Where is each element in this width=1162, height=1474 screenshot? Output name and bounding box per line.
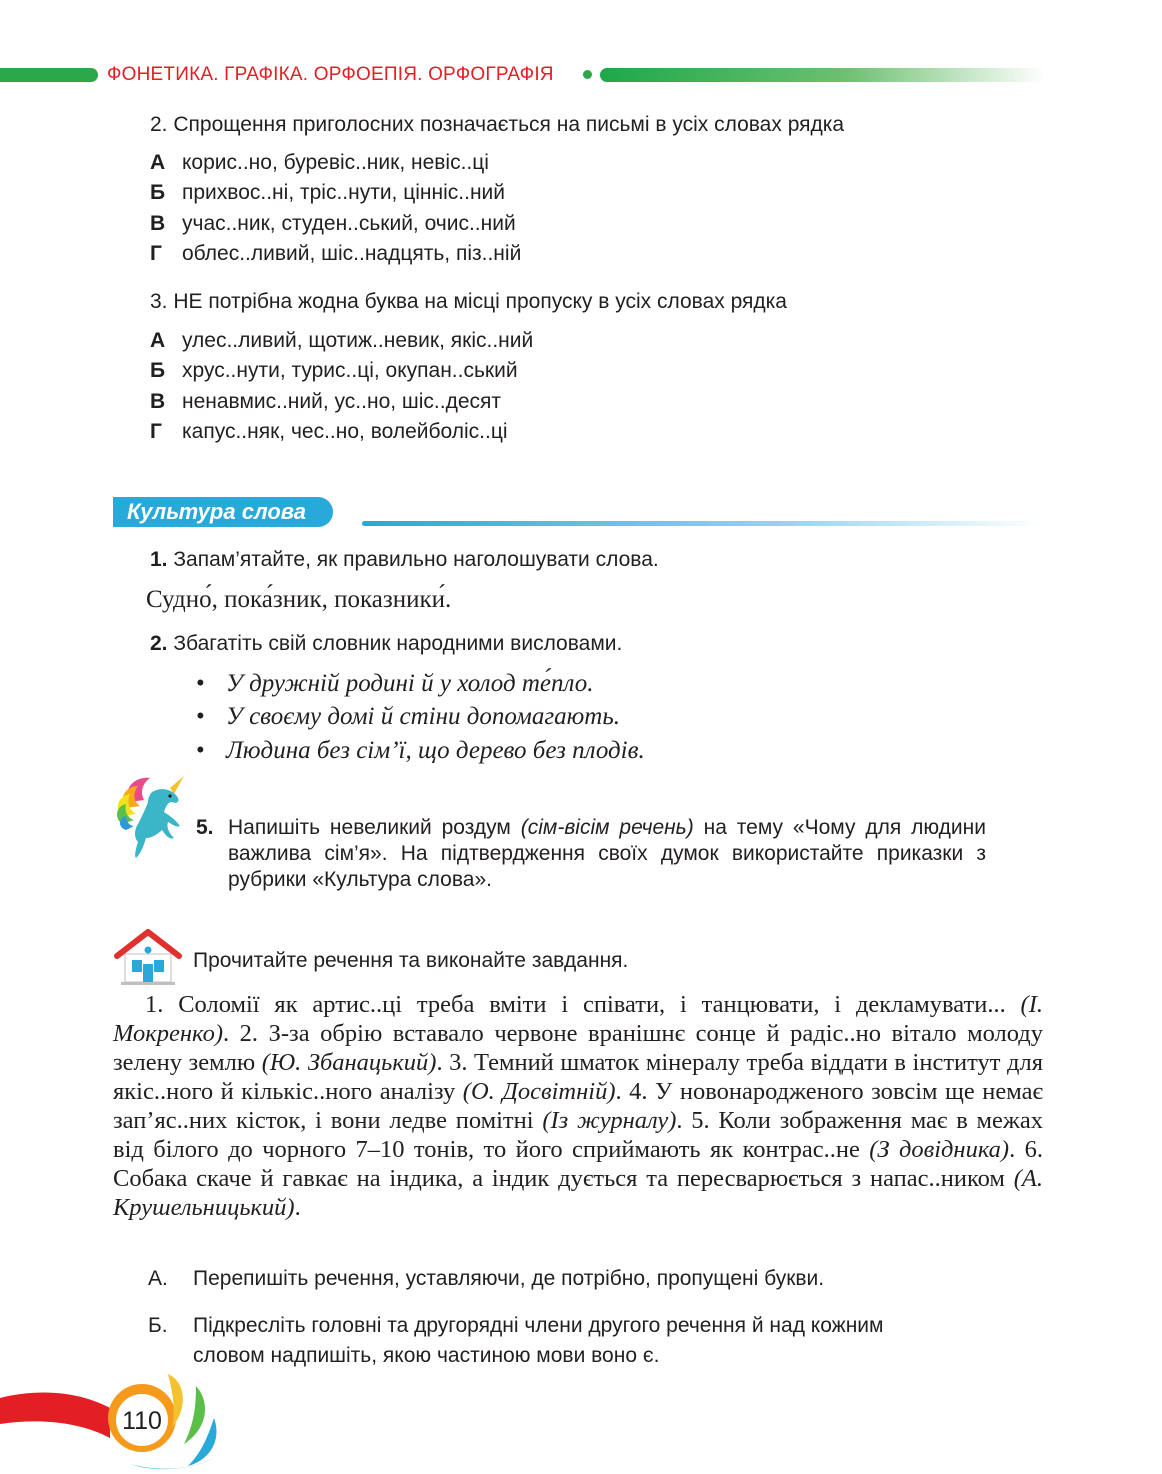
q2-option-c [0, 209, 1000, 239]
proverb-text: У своєму домі й стіни допомагають. [226, 703, 620, 730]
item-number: 1. [150, 548, 168, 571]
option-text: хрус..нути, турис..ці, окупан..ський [182, 359, 518, 382]
q2-question: 2. Спрощення приголосних позначається на письмі в усіх словах рядка [150, 113, 845, 136]
proverb-text: У дружній родині й у холод те́пло. [226, 670, 594, 697]
option-letter: Б [150, 181, 166, 204]
task-a-letter: А. [148, 1267, 168, 1290]
option-text: улес..ливий, щотиж..невик, якіс..ний [182, 329, 534, 352]
passage-source: (З довідника) [869, 1136, 1010, 1163]
passage-segment: . 3. Темний шматок мінералу треба віддати в інститут для якіс..ного й кількіс..ного аналізу [113, 1049, 1044, 1105]
leaves-decoration [0, 1368, 230, 1474]
passage-source: (О. Досвітній) [462, 1078, 616, 1105]
option-text: прихвос..ні, тріс..нути, цінніс..ний [182, 181, 506, 204]
q2-option-b [0, 178, 1000, 208]
passage-segment: . 4. У новонародженого зовсім ще немає зап’яс..них кісток, і вони ледве помітні [113, 1078, 1043, 1134]
option-letter: А [150, 329, 166, 352]
passage-source: (Ю. Збанацький) [261, 1049, 437, 1076]
passage-source: (І. Мокренко) [113, 991, 1043, 1047]
item-text: Запам’ятайте, як правильно наголошувати слова. [173, 548, 659, 571]
proverb-1: • У дружній родині й у холод те́пло. [196, 670, 594, 697]
item-text: Збагатіть свій словник народними висловами. [173, 632, 623, 655]
passage-segment: 1. Соломії як артис..ці треба вміти і співати, і танцювати, і декламувати... [145, 991, 1021, 1018]
task5-post: на тему «Чому для людини важлива сім’я». На підтвердження своїх думок використайте приказки з рубрики «Культура слова». [228, 816, 986, 891]
option-letter: В [150, 390, 166, 413]
option-text: корис..но, буревіс..ник, невіс..ці [182, 151, 489, 174]
homework-instruction: Прочитайте речення та виконайте завдання. [193, 949, 629, 972]
stress-words: Судно́, пока́зник, показники́. [146, 586, 452, 613]
section-divider [362, 521, 1042, 526]
section-title: Культура слова [127, 499, 307, 524]
passage-segment: . 2. З-за обрію вставало червоне вранішнє сонце й радіс..но вітало молоду зелену землю [113, 1020, 1043, 1076]
passage-segment: . [294, 1194, 301, 1221]
option-letter: Г [150, 420, 162, 443]
proverb-2: • У своєму домі й стіни допомагають. [196, 703, 620, 730]
option-letter: Б [150, 359, 166, 382]
task5-text [228, 815, 986, 893]
q2-option-d [0, 239, 1000, 269]
passage-segment: . 5. Коли зображення має в межах від білого до чорного 7–10 тонів, то його сприймають як контрас..не [113, 1107, 1043, 1163]
unicorn-icon [112, 772, 192, 862]
culture-item-2 [150, 629, 622, 659]
option-text: ненавмис..ний, ус..но, шіс..десят [182, 390, 502, 413]
page-number: 110 [122, 1407, 162, 1435]
passage-source: (Із журналу) [542, 1107, 677, 1134]
homework-passage [113, 990, 1043, 1222]
header-title: ФОНЕТИКА. ГРАФІКА. ОРФОЕПІЯ. ОРФОГРАФІЯ [107, 64, 554, 85]
header-bar-left [0, 68, 98, 82]
header-dot [583, 70, 592, 79]
q3-option-a [0, 326, 1000, 356]
task-b-letter: Б. [148, 1314, 168, 1337]
q2-option-a [0, 148, 1000, 178]
option-text: учас..ник, студен..ський, очис..ний [182, 212, 516, 235]
item-number: 2. [150, 632, 168, 655]
header-bar-right [600, 68, 1045, 82]
option-letter: В [150, 212, 166, 235]
task-b-text: Підкресліть головні та другорядні члени другого речення й над кожним словом надпишіть, якою частиною мови воно є. [193, 1314, 884, 1367]
q3-option-b [0, 356, 1000, 386]
proverb-text: Людина без сім’ї, що дерево без плодів. [226, 737, 645, 764]
task-a-text: Перепишіть речення, уставляючи, де потрібно, пропущені букви. [193, 1267, 825, 1290]
option-letter: Г [150, 242, 162, 265]
q3-question: 3. НЕ потрібна жодна буква на місці пропуску в усіх словах рядка [150, 290, 787, 313]
task5-italic: (сім-вісім речень) [520, 816, 694, 839]
option-text: капус..няк, чес..но, волейболіс..ці [182, 420, 508, 443]
q3-option-d [0, 417, 1000, 447]
proverb-3: • Людина без сім’ї, що дерево без плодів. [196, 737, 645, 764]
passage-source: (А. Крушельницький) [113, 1165, 1043, 1221]
task5-number: 5. [196, 816, 214, 839]
house-icon [113, 928, 183, 986]
q3-option-c [0, 387, 1000, 417]
option-letter: А [150, 151, 166, 174]
option-text: облес..ливий, шіс..надцять, піз..ній [182, 242, 522, 265]
passage-segment: . 6. Собака скаче й гавкає на індика, а індик дується та пересварюється з напас..ником [113, 1136, 1044, 1192]
culture-item-1 [150, 545, 659, 575]
task5-pre: Напишіть невеликий роздум [228, 816, 521, 839]
